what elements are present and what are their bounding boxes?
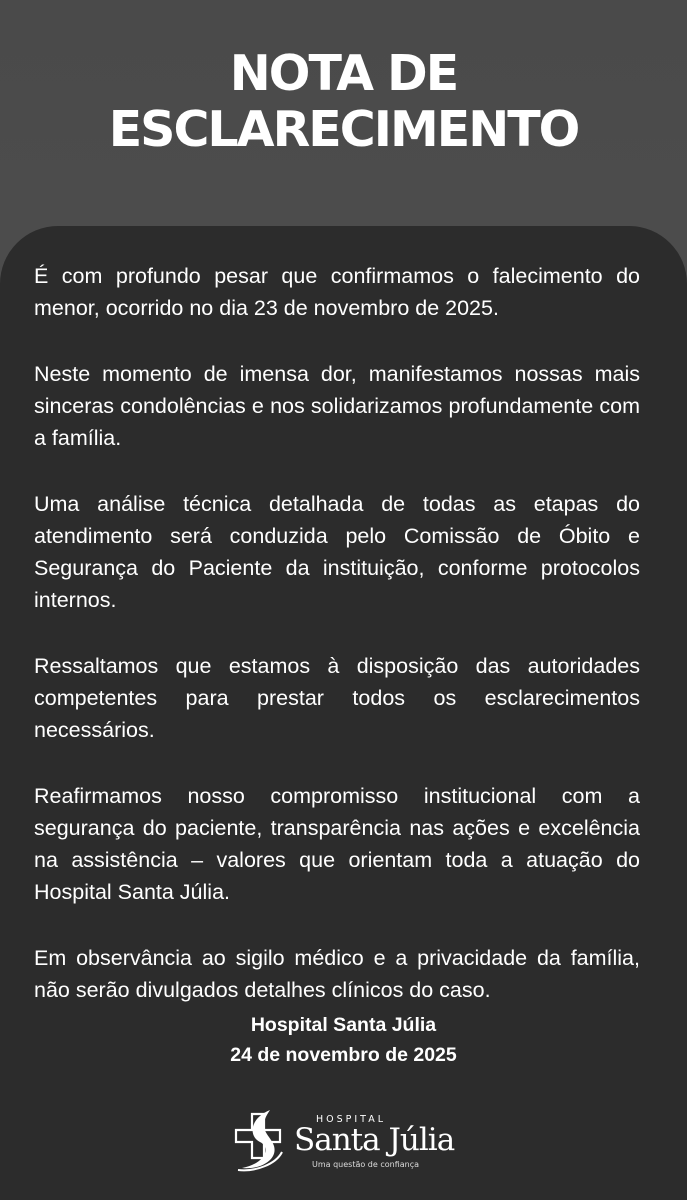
paragraph-technical-analysis: Uma análise técnica detalhada de todas as etapas do atendimento será conduzida pelo Comissão de Óbito e Segurança do Paciente da instituição, conforme protocolos internos. [34,492,640,612]
paragraph-confidentiality: Em observância ao sigilo médico e a privacidade da família, não serão divulgados detalhes clínicos do caso. [34,946,640,1002]
logo-name: Santa Júlia [294,1122,455,1158]
logo-tagline: Uma questão de confiança [312,1160,420,1169]
statement-body [34,260,640,1040]
page-title [0,46,687,158]
paragraph-sympathy: Neste momento de imensa dor, manifestamos nossas mais sinceras condolências e nos solidarizamos profundamente com a família. [34,362,640,450]
paragraph-commitment: Reafirmamos nosso compromisso institucional com a segurança do paciente, transparência nas ações e excelência na assistência – valores que orientam toda a atuação do Hospital Santa Júlia. [34,784,640,904]
cross-swoosh-icon [230,1108,294,1174]
header-area [0,0,687,260]
title-line-2: ESCLARECIMENTO [108,101,579,158]
hospital-logo [230,1108,460,1178]
paragraph-condolence-intro: É com profundo pesar que confirmamos o falecimento do menor, ocorrido no dia 23 de novembro de 2025. [34,264,640,320]
signature-organization: Hospital Santa Júlia [250,1014,437,1036]
title-line-1: NOTA DE [229,45,458,102]
paragraph-authorities: Ressaltamos que estamos à disposição das autoridades competentes para prestar todos os esclarecimentos necessários. [34,654,640,742]
logo-kicker: HOSPITAL [316,1114,387,1125]
signature-date: 24 de novembro de 2025 [230,1044,457,1066]
signature-block [0,1010,687,1070]
